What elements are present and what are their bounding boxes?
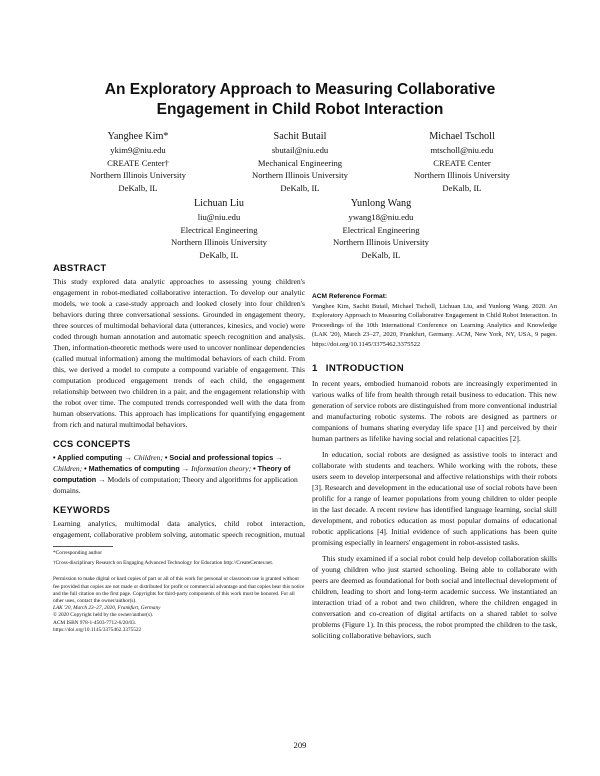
ccs-detail: → Children; [122, 453, 165, 462]
author-location: DeKalb, IL [361, 249, 401, 260]
acm-reference-text: Yanghee Kim, Sachit Butail, Michael Tscholl, Lichuan Liu, and Yunlong Wang. 2020. An Exploratory Approach to Measuring Collaborative Engagement in Child Robot Interaction. In Proceedings of the 10th International Conference on Learning Analytics and Knowledge (LAK '20), March 23–27, 2020, Frankfurt, Germany. ACM, New York, NY, USA, 9 pages. https://doi.org/10.1145/3375462.3375522 [312, 303, 557, 348]
page-number: 209 [293, 740, 307, 750]
author-affiliation: Mechanical Engineering [257, 157, 343, 168]
conference-info: LAK '20, March 23–27, 2020, Frankfurt, Germany [53, 605, 161, 612]
title-line-1: An Exploratory Approach to Measuring Collaborative [104, 81, 496, 98]
title-line-2: Engagement in Child Robot Interaction [156, 101, 444, 118]
section-title: INTRODUCTION [325, 363, 405, 375]
abstract-text: This study explored data analytic approaches to assessing young children's engagement in robot-mediated collaborative interaction. To develop our analytic models, we took a case-study approach and looked closely into four children's behaviors during three conversational sessions. Grounded in engagement theory, three sources of multimodal behavioral data (utterances, kinesics, and vocie) were coded through human annotation and automatic speech recognition and analysis. Then, information-theoretic methods were used to uncover nonlinear dependencies (called mutual information) among the multimodal behaviors of each child. From this, we derived a model to compute a compound variable of engagement. This computation produced engagement trends of each child, the engagement relationship between two children in a pair, and the engagement relationship with the robot over time. The computed trends corresponded well with the data from human observations. This approach has implications for quantifying engagement from rich and natural multimodal behaviors. [53, 277, 305, 429]
section-heading-introduction [312, 363, 557, 374]
author-location: DeKalb, IL [118, 182, 158, 193]
copyright-notice: © 2020 Copyright held by the owner/author(s). [53, 612, 154, 619]
author-organization: Northern Illinois University [90, 170, 186, 181]
author-organization: Northern Illinois University [252, 170, 348, 181]
author-block-liu [134, 197, 304, 261]
author-affiliation: CREATE Center† [107, 157, 169, 168]
right-column [312, 263, 557, 641]
ccs-detail: → Information theory; [179, 464, 254, 473]
paper-title [60, 80, 540, 120]
author-organization: Northern Illinois University [414, 170, 510, 181]
author-block-butail [215, 130, 385, 194]
author-block-kim [53, 130, 223, 194]
author-affiliation: Electrical Engineering [180, 224, 258, 235]
author-email: sbutail@niu.edu [271, 145, 329, 155]
author-location: DeKalb, IL [280, 182, 320, 193]
author-email: ywang18@niu.edu [348, 212, 414, 222]
left-column [53, 263, 305, 634]
author-name: Lichuan Liu [193, 198, 245, 209]
keywords-heading: KEYWORDS [53, 505, 111, 515]
isbn: ACM ISBN 978-1-4503-7712-6/20/03. [53, 619, 137, 626]
author-organization: Northern Illinois University [171, 237, 267, 248]
author-location: DeKalb, IL [442, 182, 482, 193]
author-organization: Northern Illinois University [333, 237, 429, 248]
intro-paragraph-3: This study examined if a social robot could help develop collaboration skills of young children who just started schooling. Being able to collaborate with peers are deemed as foundational for both social and intellectual development of children, leading to short and long-term academic success. We instantiated an interaction triad of a robot and two children, where the children engaged in conversation and co-creation of digital artifacts on a shared tablet to solve problems (Figure 1). In this process, the robot prompted the children to the task, soliciting collaborative behaviors, such [312, 554, 557, 641]
footnote-corresponding: *Corresponding author [53, 550, 102, 556]
ccs-detail: → Children; [53, 453, 283, 473]
footnote-rule [53, 546, 113, 547]
keywords-continued [312, 263, 557, 285]
ccs-concepts [53, 452, 305, 496]
author-block-tscholl [377, 130, 547, 194]
author-location: DeKalb, IL [199, 249, 239, 260]
author-name: Sachit Butail [273, 131, 327, 142]
author-name: Yunlong Wang [350, 198, 412, 209]
ccs-detail: → Models of computation; Theory and algorithms for application domains. [53, 475, 298, 495]
abstract-heading: ABSTRACT [53, 263, 107, 273]
intro-paragraph-1: In recent years, embodied humanoid robots are increasingly experimented in various walks of life from health through retail business to education. This new generation of service robots are distinguished from more conventional industrial and manufacturing robotic systems. The robots are designed as partners or companions of humans sharing everyday life space [1] and perceived by their human partners as lifelike having social and relational capacities [2]. [312, 379, 557, 444]
ccs-heading: CCS CONCEPTS [53, 439, 131, 449]
author-name: Michael Tscholl [429, 131, 495, 142]
ccs-term: • Mathematics of computing [84, 464, 180, 473]
author-affiliation: CREATE Center [433, 157, 491, 168]
footnote-create-center: †Cross-disciplinary Research on Engaging Advanced Technology for Education http://CreateCenter.net. [53, 560, 274, 567]
author-email: mtscholl@niu.edu [430, 145, 494, 155]
intro-paragraph-2: In education, social robots are designed as assistive tools to interact and collaborate with students and teachers. While working with the robots, these users seem to develop interpersonal and affective relationships with their robots [3]. Research and development in the educational use of social robots have been prolific for a range of learner populations from young children to older people in the last decade. A recent review has identified language learning, social skill development, and robotics education as most popular domains of educational robotic applications [4]. Initial evidence of such applications has been quite promising especially in learners' engagement in robot-assisted tasks. [312, 450, 557, 548]
keywords-text: Learning analytics, multimodal data analytics, child robot interaction, engagement, collaborative problem solving, automatic speech recognition, mutual [53, 519, 305, 539]
permission-notice: Permission to make digital or hard copies of part or all of this work for personal or classroom use is granted without fee provided that copies are not made or distributed for profit or commercial advantage and that copies bear this notice and the full citation on the first page. Copyrights for third-party components of this work must be honored. For all other uses, contact the owner/author(s). [53, 576, 305, 605]
author-affiliation: Electrical Engineering [342, 224, 420, 235]
doi-link[interactable]: https://doi.org/10.1145/3375462.3375522 [53, 626, 142, 633]
author-email: liu@niu.edu [197, 212, 241, 222]
ccs-term: • Theory of computation [53, 464, 291, 484]
ccs-term: • Applied computing [53, 453, 123, 462]
author-block-wang [296, 197, 466, 261]
author-email: ykim9@niu.edu [110, 145, 166, 155]
author-name: Yanghee Kim* [107, 131, 169, 142]
section-number: 1 [312, 363, 318, 375]
acm-reference-heading: ACM Reference Format: [312, 293, 388, 300]
ccs-term: • Social and professional topics [164, 453, 274, 462]
